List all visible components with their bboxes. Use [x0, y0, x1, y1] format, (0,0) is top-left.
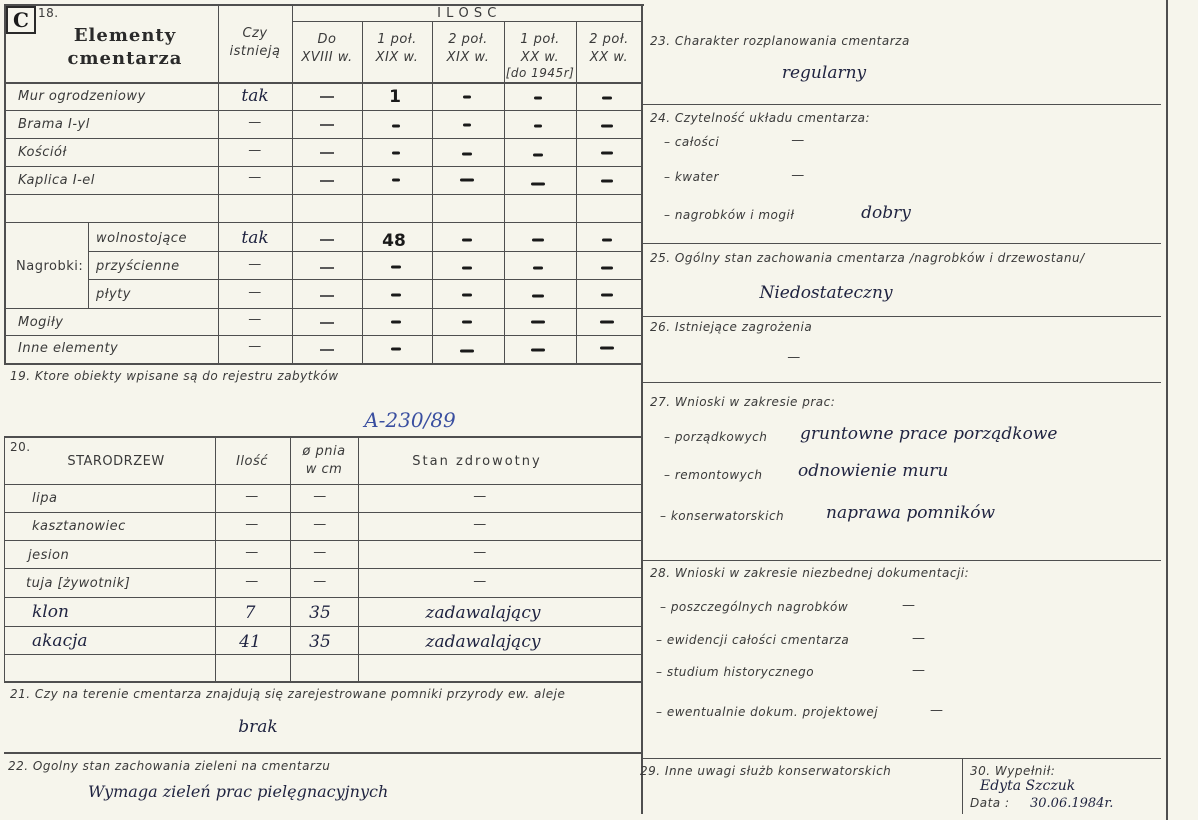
q28-item-label: – ewidencji całości cmentarza	[656, 633, 850, 647]
col-exists-1: Czy	[242, 26, 268, 41]
q29-label: 29. Inne uwagi służb konserwatorskich	[640, 764, 892, 778]
tree-stan: zadawalający	[425, 632, 541, 652]
exists-value: —	[248, 339, 262, 354]
tree-pnia: —	[313, 545, 327, 560]
nagrobki-label: Nagrobki:	[16, 259, 84, 274]
tree-name: akacja	[32, 631, 88, 651]
count-value: 1	[389, 87, 401, 107]
exists-value: —	[248, 257, 262, 272]
period-4-l1: 1 poł.	[520, 32, 560, 47]
col-stan: Stan zdrowotny	[412, 454, 542, 469]
element-label: wolnostojące	[96, 231, 187, 246]
q25-value: Niedostateczny	[759, 283, 893, 303]
element-label: Brama I-yl	[18, 117, 90, 132]
q27-item-label: – konserwatorskich	[660, 509, 785, 523]
title-line-1: Elementy	[73, 25, 177, 46]
q30-date-label: Data :	[970, 796, 1010, 810]
q28-item-label: – ewentualnie dokum. projektowej	[656, 705, 879, 719]
tree-ilosc: —	[245, 489, 259, 504]
exists-value: —	[248, 143, 262, 158]
element-label: Mur ogrodzeniowy	[18, 89, 146, 104]
q30-date: 30.06.1984r.	[1030, 796, 1114, 811]
q24-item-value: —	[791, 133, 805, 148]
q24-item-label: – kwater	[664, 170, 719, 184]
period-4-l3: [do 1945r]	[505, 66, 575, 80]
exists-value: tak	[241, 228, 269, 248]
tree-pnia: 35	[309, 632, 331, 652]
q28-item-value: —	[930, 703, 944, 718]
q24-item-value: —	[791, 168, 805, 183]
section-letter-box	[6, 6, 36, 34]
tree-pnia: —	[313, 517, 327, 532]
q28-label: 28. Wnioski w zakresie niezbednej dokumentacji:	[650, 566, 970, 580]
q22-label: 22. Ogolny stan zachowania zieleni na cmentarzu	[8, 759, 331, 773]
tree-ilosc: —	[245, 545, 259, 560]
tree-ilosc: 41	[239, 632, 261, 652]
element-label: Kaplica I-el	[18, 173, 95, 188]
q28-item-label: – poszczególnych nagrobków	[660, 600, 849, 614]
tree-name: tuja [żywotnik]	[26, 576, 131, 591]
q27-item-value: odnowienie muru	[798, 461, 949, 481]
tree-ilosc: 7	[244, 603, 256, 623]
q27-item-value: naprawa pomników	[826, 503, 996, 523]
tree-stan: —	[473, 517, 487, 532]
q26-label: 26. Istniejące zagrożenia	[650, 320, 813, 334]
tree-stan: —	[473, 574, 487, 589]
period-3-l1: 2 poł.	[448, 32, 488, 47]
q27-item-value: gruntowne prace porządkowe	[800, 424, 1058, 444]
elements-title	[40, 24, 210, 70]
section-letter: C	[13, 8, 29, 32]
exists-value: —	[248, 115, 262, 130]
tree-name: kasztanowiec	[32, 519, 126, 534]
title-line-2: cmentarza	[67, 48, 183, 69]
q23-value: regularny	[781, 63, 867, 83]
col-pnia-1: ø pnia	[302, 444, 346, 459]
period-5-l2: XX w.	[589, 50, 629, 65]
period-4-l2: XX w.	[520, 50, 560, 65]
col-exists-2: istnieją	[229, 44, 281, 59]
exists-value: —	[248, 312, 262, 327]
period-1-l2: XVIII w.	[301, 50, 353, 65]
q30-name: Edyta Szczuk	[980, 778, 1076, 794]
tree-name: klon	[32, 602, 69, 622]
q22-value: Wymaga zieleń prac pielęgnacyjnych	[88, 782, 389, 801]
exists-value: tak	[241, 86, 269, 106]
tree-stan: zadawalający	[425, 603, 541, 623]
q24-item-value: dobry	[861, 203, 911, 223]
col-ilosc: Ilość	[236, 454, 268, 469]
q28-item-value: —	[912, 663, 926, 678]
q24-item-label: – całości	[664, 135, 720, 149]
q19-label: 19. Ktore obiekty wpisane są do rejestru zabytków	[10, 369, 339, 383]
period-3-l2: XIX w.	[446, 50, 490, 65]
period-5-l1: 2 poł.	[589, 32, 629, 47]
q25-label: 25. Ogólny stan zachowania cmentarza /nagrobków i drzewostanu/	[650, 251, 1085, 265]
q20-title: STARODRZEW	[67, 454, 165, 469]
tree-pnia: —	[313, 574, 327, 589]
q19-value: A-230/89	[364, 408, 456, 432]
q27-item-label: – porządkowych	[664, 430, 768, 444]
q20-number: 20.	[10, 440, 31, 454]
count-value: 48	[382, 231, 406, 251]
q24-label: 24. Czytelność układu cmentarza:	[650, 111, 871, 125]
tree-pnia: —	[313, 489, 327, 504]
q27-label: 27. Wnioski w zakresie prac:	[650, 395, 836, 409]
tree-stan: —	[473, 545, 487, 560]
q21-label: 21. Czy na terenie cmentarza znajdują się zarejestrowane pomniki przyrody ew. aleje	[10, 687, 566, 701]
tree-ilosc: —	[245, 574, 259, 589]
ilosc-heading: I L O S C	[437, 6, 497, 21]
q26-value: —	[787, 350, 801, 365]
q28-item-label: – studium historycznego	[656, 665, 815, 679]
q28-item-value: —	[912, 631, 926, 646]
tree-pnia: 35	[309, 603, 331, 623]
q23-label: 23. Charakter rozplanowania cmentarza	[650, 34, 910, 48]
tree-name: jesion	[28, 548, 70, 563]
period-2-l1: 1 poł.	[377, 32, 417, 47]
element-label: Kościół	[18, 145, 67, 160]
tree-name: lipa	[32, 491, 58, 506]
q27-item-label: – remontowych	[664, 468, 763, 482]
q30-label: 30. Wypełnił:	[970, 764, 1056, 778]
section-number: 18.	[38, 6, 59, 20]
element-label: Mogiły	[18, 315, 64, 330]
q24-item-label: – nagrobków i mogił	[664, 208, 795, 222]
tree-stan: —	[473, 489, 487, 504]
period-2-l2: XIX w.	[375, 50, 419, 65]
period-1-l1: Do	[317, 32, 337, 47]
element-label: przyściennе	[96, 259, 180, 274]
element-label: Inne elementy	[18, 341, 119, 356]
q21-value: brak	[238, 717, 278, 737]
exists-value: —	[248, 170, 262, 185]
col-pnia-2: w cm	[305, 462, 343, 477]
exists-value: —	[248, 285, 262, 300]
q28-item-value: —	[902, 598, 916, 613]
element-label: płyty	[96, 287, 131, 302]
tree-ilosc: —	[245, 517, 259, 532]
